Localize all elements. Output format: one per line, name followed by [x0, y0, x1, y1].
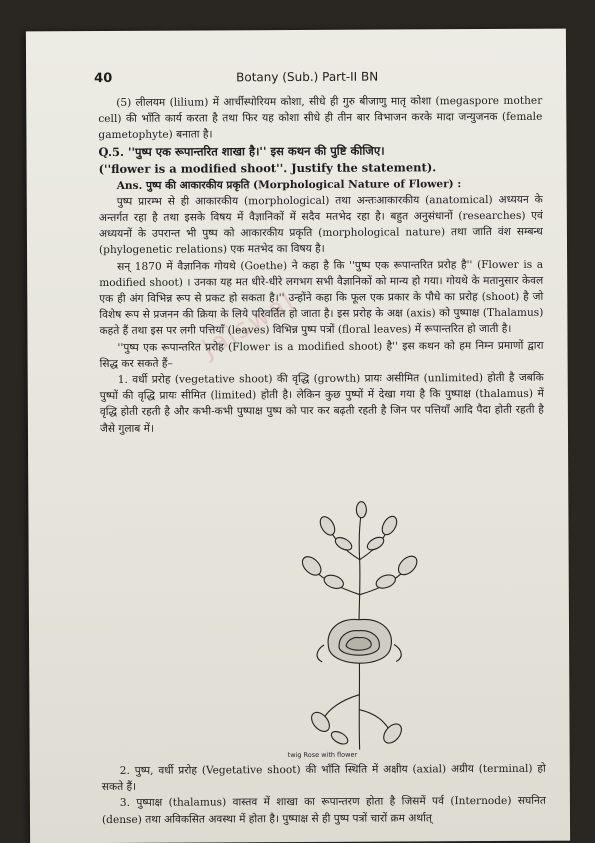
figure-caption: twig Rose with flower: [287, 750, 358, 760]
page-header: [26, 69, 566, 92]
textbook-page: [26, 29, 570, 843]
rose-twig-illustration: [283, 499, 434, 760]
paragraph-intro: पुष्प प्रारम्भ से ही आकारकीय (morphological) तथा अन्तःआकारकीय (anatomical) अध्ययन के अन्तर्गत रहा है तथा इसके विषय में वैज्ञानिकों में सदैव मतभेद रहा है। बहुत अनुसंधानों (researches) एवं अध्ययनों के उपरान्त भी पुष्प को आकारकीय प्रकृति (morphological nature) तथा जाति वंश सम्बन्ध (phylogenetic relations) एक मतभेद का विषय है।: [98, 193, 543, 257]
text-after-figure: [102, 761, 546, 828]
watermark: Jaiswal: [196, 286, 301, 365]
question-english: (''flower is a modified shoot''. Justify the statement).: [98, 159, 437, 176]
paragraph-point-1: 1. वर्धी प्ररोह (vegetative shoot) की वृद्धि (growth) प्रायः असीमित (unlimited) होती है जबकि पुष्पों की वृद्धि प्रायः सीमित (limited) होती है। लेकिन कुछ पुष्पों में देखा गया है कि पुष्पाक्ष (thalamus) में वृद्धि होती रहती है और कभी-कभी पुष्पाक्ष पुष्प को पार कर बढ़ती रहती है जिन पर पत्तियाँ आदि पैदा होती रहती है जैसे गुलाब में।: [99, 371, 544, 435]
running-head: Botany (Sub.) Part-II BN: [236, 69, 379, 85]
answer-heading: Ans. पुष्प की आकारकीय प्रकृति (Morphological Nature of Flower) :: [116, 177, 462, 192]
paragraph-proofs: ''पुष्प एक रूपान्तरित प्ररोह (Flower is a modified shoot) है'' इस कथन को हम निम्न प्रमाणों द्वारा सिद्ध कर सकते हैं–: [99, 339, 544, 370]
page-number: 40: [94, 70, 113, 87]
paragraph-lilium: (5) लीलयम (lilium) में आर्चीस्पोरियम कोशा, सीधे ही गुरु बीजाणु मातृ कोशा (megaspore mother cell) की भाँति कार्य करता है तथा फिर यह कोशा सीधे ही तीन बार विभाजन करके मादा जन्युजनक (female gametophyte) बनाता है।: [98, 94, 543, 142]
question-heading: Q.5. ''पुष्प एक रूपान्तरित शाखा है।'' इस कथन की पुष्टि कीजिए।: [98, 143, 385, 159]
paragraph-point-2: 2. पुष्प, वर्धी प्ररोह (Vegetative shoot) की भाँति स्थिति में अक्षीय (axial) अग्रीय (terminal) हो सकते हैं।: [101, 762, 546, 794]
paragraph-goethe: सन् 1870 में वैज्ञानिक गोयथे (Goethe) ने कहा है कि ''पुष्प एक रूपान्तरित प्ररोह है'' (Flower is a modified shoot) । उनका यह मत धीरे-धीरे लगभग सभी वैज्ञानिकों को मान्य हो गया। गोयथे के मतानुसार केवल एक ही अंग विभिन्न रूप से प्रकट हो सकता है।'' उन्होंने कहा कि फूल एक प्रकार के पौधे का प्ररोह (shoot) है जो विशेष रूप से प्रजनन की क्रिया के लिये परिवर्तित हो जाता है। इस प्ररोह के अक्ष (axis) को पुष्पाक्ष (Thalamus) कहते हैं तथा इस पर लगी पत्तियाँ (leaves) विभिन्न पुष्प पत्रों (floral leaves) में रूपान्तरित हो जाती है।: [99, 258, 544, 338]
main-text: [98, 93, 544, 437]
paragraph-point-3: 3. पुष्पाक्ष (thalamus) वास्तव में शाखा का रूपान्तरण होता है जिसमें पर्व (Internode) सघनित (dense) तथा अविकसित अवस्था में होता है। पुष्पाक्ष से ही पुष्प पत्रों चारों क्रम अर्थात्: [101, 795, 546, 826]
